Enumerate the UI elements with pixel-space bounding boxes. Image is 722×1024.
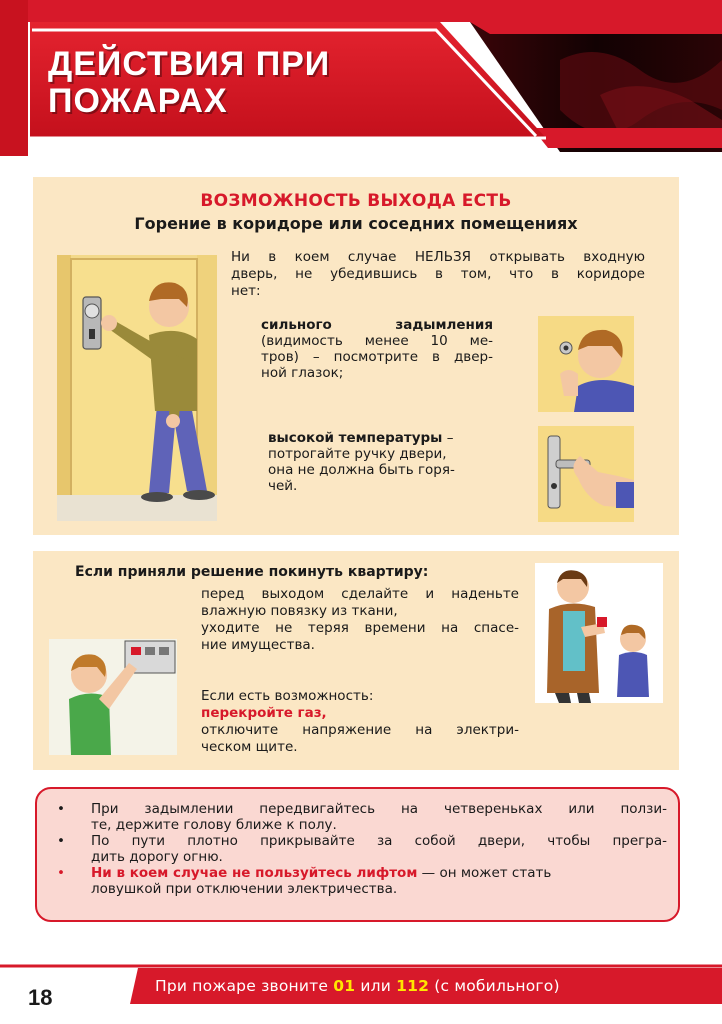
emergency-number-112: 112 [396, 977, 430, 995]
section-subheading: Горение в коридоре или соседних помещениях [134, 214, 578, 233]
smoke-line-1: (видимость менее 10 ме- [261, 333, 493, 349]
emergency-number-01: 01 [333, 977, 356, 995]
heat-line-3: чей. [268, 478, 298, 494]
warning-elevator-line-1 [91, 865, 667, 881]
man-and-boy-illustration [535, 563, 663, 703]
door-handle-illustration [538, 426, 634, 522]
warning-elevator-rest: — он может стать [417, 865, 552, 881]
leave-line-4: ние имущества. [201, 637, 315, 653]
electric-panel-illustration [49, 639, 177, 755]
shut-gas-text: перекройте газ, [201, 705, 327, 721]
warnings-list [57, 801, 667, 897]
page-footer [0, 964, 722, 1024]
heat-line-2: она не должна быть горя- [268, 462, 455, 478]
smoke-line-2: тров) – посмотрите в двер- [261, 349, 493, 365]
section-heading-exit: ВОЗМОЖНОСТЬ ВЫХОДА ЕСТЬ [200, 191, 512, 211]
warning-item-crawl [57, 801, 667, 833]
page-title-line1: ДЕЙСТВИЯ ПРИ [48, 45, 331, 83]
leave-line-1: перед выходом сделайте и наденьте [201, 586, 519, 602]
warning-crawl-line-1: • При задымлении передвигайтесь на четвереньках или ползи- [91, 801, 667, 817]
warning-elevator-line-2: ловушкой при отключении электричества. [91, 881, 398, 897]
page-number: 18 [28, 985, 53, 1010]
smoke-line-3: ной глазок; [261, 365, 344, 381]
peephole-illustration [538, 316, 634, 412]
intro-line-2: дверь, не убедившись в том, что в коридоре [231, 266, 645, 282]
power-line-2: ческом щите. [201, 739, 298, 755]
safety-warnings-box [35, 787, 680, 922]
if-possible-label: Если есть возможность: [201, 688, 374, 704]
intro-line-3: нет: [231, 283, 261, 299]
warning-doors-line-2: дить дорогу огню. [91, 849, 223, 865]
leave-line-3: уходите не теряя времени на спасе- [201, 620, 519, 636]
heat-heading [268, 430, 453, 446]
warning-doors-line-1: • По пути плотно прикрывайте за собой двери, чтобы прегра- [91, 833, 667, 849]
page-title [48, 46, 330, 120]
no-elevator-text: Ни в коем случае не пользуйтесь лифтом [91, 865, 418, 881]
page-title-line2: ПОЖАРАХ [48, 82, 228, 120]
boy-at-door-illustration [57, 255, 217, 521]
warning-crawl-line-2: те, держите голову ближе к полу. [91, 817, 337, 833]
page-header [0, 0, 722, 160]
call-suffix: (с мобильного) [429, 977, 560, 995]
heat-line-1: потрогайте ручку двери, [268, 446, 447, 462]
heat-heading-dash: – [442, 430, 454, 446]
leave-line-2: влажную повязку из ткани, [201, 603, 398, 619]
emergency-call-text [155, 977, 560, 995]
leave-heading: Если приняли решение покинуть квартиру: [75, 564, 429, 580]
intro-line-1: Ни в коем случае НЕЛЬЗЯ открывать входную [231, 249, 645, 265]
warning-item-elevator [57, 865, 667, 897]
warning-item-doors [57, 833, 667, 865]
power-line-1: отключите напряжение на электри- [201, 722, 519, 738]
exit-possible-panel [33, 177, 679, 535]
leave-apartment-panel [33, 551, 679, 770]
call-or: или [355, 977, 397, 995]
smoke-heading: сильного задымления [261, 317, 493, 333]
heat-heading-bold: высокой температуры [268, 430, 443, 446]
call-prefix: При пожаре звоните [155, 977, 334, 995]
